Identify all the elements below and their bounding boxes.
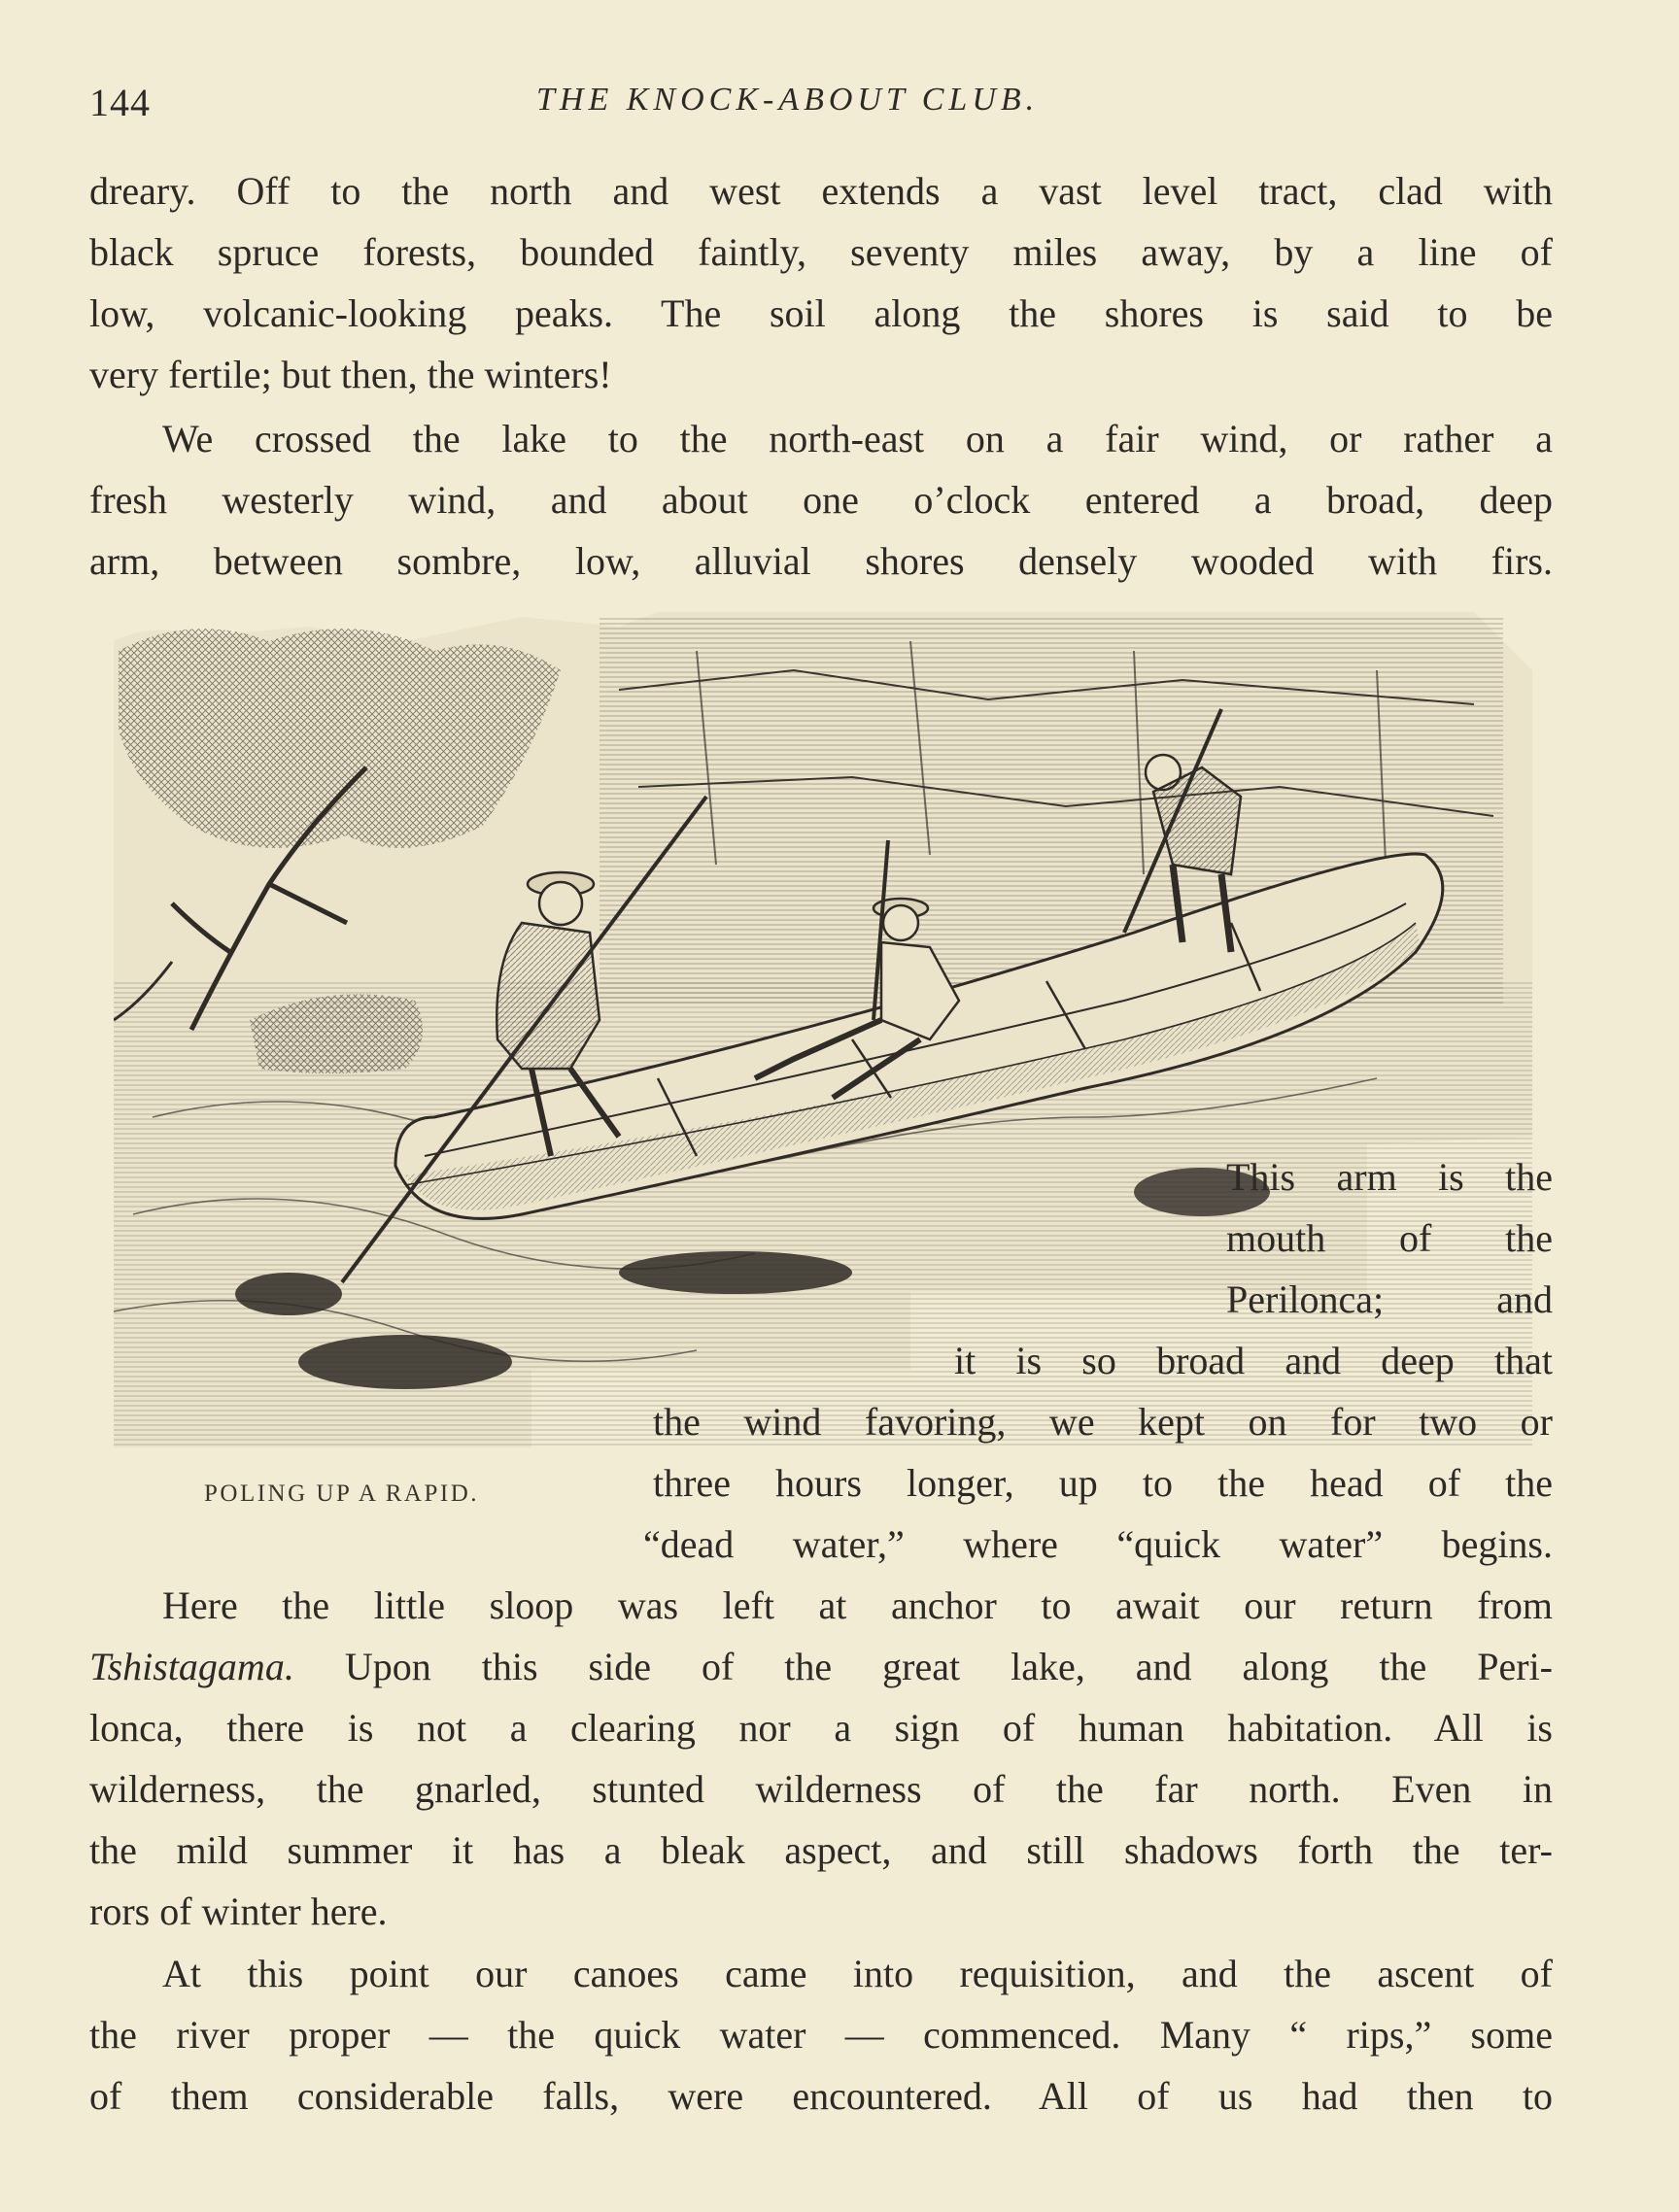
text-line: low, volcanic-looking peaks. The soil along the shores is said to be [89,291,1553,335]
wrapped-text-block [89,1146,1553,1575]
text-line: At this point our canoes came into requisition, and the ascent of [162,1952,1553,1995]
text-line: dreary. Off to the north and west extends a vast level tract, clad with [89,169,1553,213]
text-line: the river proper — the quick water — commenced. Many “ rips,” some [89,2013,1553,2057]
text-line: “dead water,” where “quick water” begins. [643,1522,1553,1566]
text-line: lonca, there is not a clearing nor a sign of human habitation. All is [89,1706,1553,1750]
paragraph-1 [89,160,1553,405]
text-line: the wind favoring, we kept on for two or [653,1400,1553,1444]
text-line: very fertile; but then, the winters! [89,353,612,396]
paragraph-2 [89,408,1553,592]
text-line: We crossed the lake to the north-east on a fair wind, or rather a [162,417,1553,460]
running-title: THE KNOCK-ABOUT CLUB. [536,82,1040,118]
text-line: black spruce forests, bounded faintly, seventy miles away, by a line of [89,230,1553,274]
text-line: it is so broad and deep that [954,1339,1553,1382]
paragraph-3 [89,1575,1553,1942]
text-line [89,1636,1553,1697]
illustration-caption: POLING UP A RAPID. [204,1480,480,1507]
italic-place-name: Tshistagama. [89,1645,294,1688]
text-line: the mild summer it has a bleak aspect, and still shadows forth the ter- [89,1828,1553,1872]
running-head [0,80,1679,128]
text-line: mouth of the [1226,1216,1553,1260]
paragraph-4 [89,1943,1553,2127]
text-line: rors of winter here. [89,1889,388,1933]
text-line: of them considerable falls, were encountered. All of us had then to [89,2074,1553,2118]
text-line: three hours longer, up to the head of the [653,1461,1553,1505]
text-line: Here the little sloop was left at anchor to await our return from [162,1583,1553,1627]
text-line: This arm is the [1226,1155,1553,1199]
page-number: 144 [89,81,151,124]
text-line: Perilonca; and [1226,1277,1553,1321]
text-line: arm, between sombre, low, alluvial shores densely wooded with firs. [89,539,1553,583]
text-line: fresh westerly wind, and about one o’clock entered a broad, deep [89,478,1553,522]
text-fragment: Upon this side of the great lake, and along the Peri- [293,1645,1553,1688]
text-line: wilderness, the gnarled, stunted wilderness of the far north. Even in [89,1767,1553,1811]
